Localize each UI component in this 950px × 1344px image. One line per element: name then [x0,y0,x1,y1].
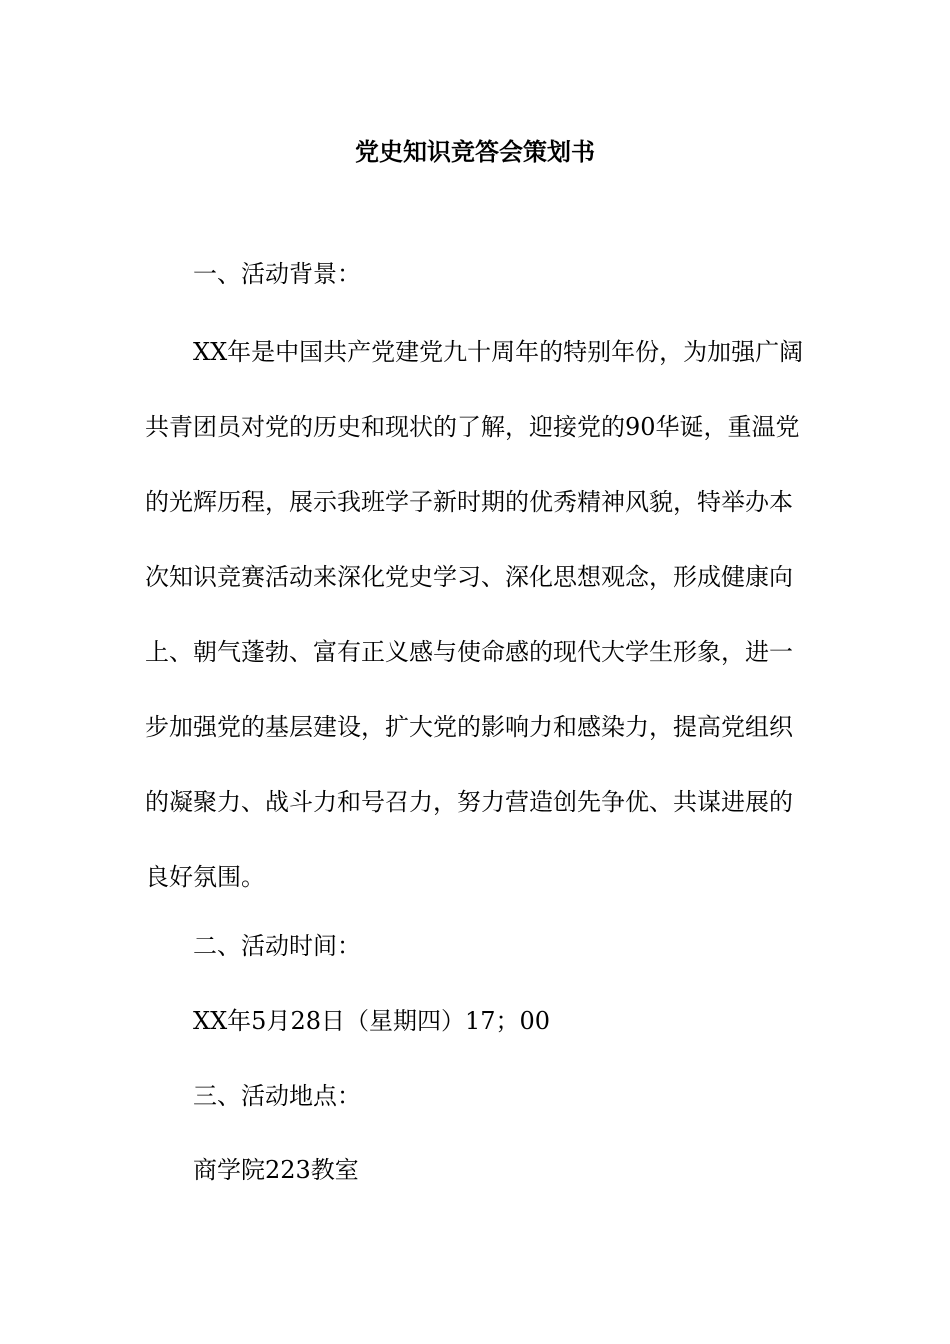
section-heading-location: 三、活动地点： [193,1082,361,1110]
paragraph-line: 共青团员对党的历史和现状的了解，迎接党的90华诞，重温党 [145,413,800,441]
section-heading-background: 一、活动背景： [193,260,361,288]
paragraph-line: 良好氛围。 [145,863,265,891]
paragraph-line: 步加强党的基层建设，扩大党的影响力和感染力，提高党组织 [145,713,793,741]
paragraph-line: 次知识竞赛活动来深化党史学习、深化思想观念，形成健康向 [145,563,793,591]
document-title: 党史知识竞答会策划书 [355,137,595,166]
activity-time-text: XX年5月28日（星期四）17；00 [193,1007,551,1035]
paragraph-line: 上、朝气蓬勃、富有正义感与使命感的现代大学生形象，进一 [145,638,793,666]
background-paragraph [145,334,807,896]
activity-location-text: 商学院223教室 [193,1156,359,1184]
paragraph-line: 的光辉历程，展示我班学子新时期的优秀精神风貌，特举办本 [145,488,793,516]
paragraph-line: 的凝聚力、战斗力和号召力，努力营造创先争优、共谋进展的 [145,788,793,816]
paragraph-line: XX年是中国共产党建党九十周年的特别年份，为加强广阔 [193,338,804,366]
section-heading-time: 二、活动时间： [193,932,361,960]
